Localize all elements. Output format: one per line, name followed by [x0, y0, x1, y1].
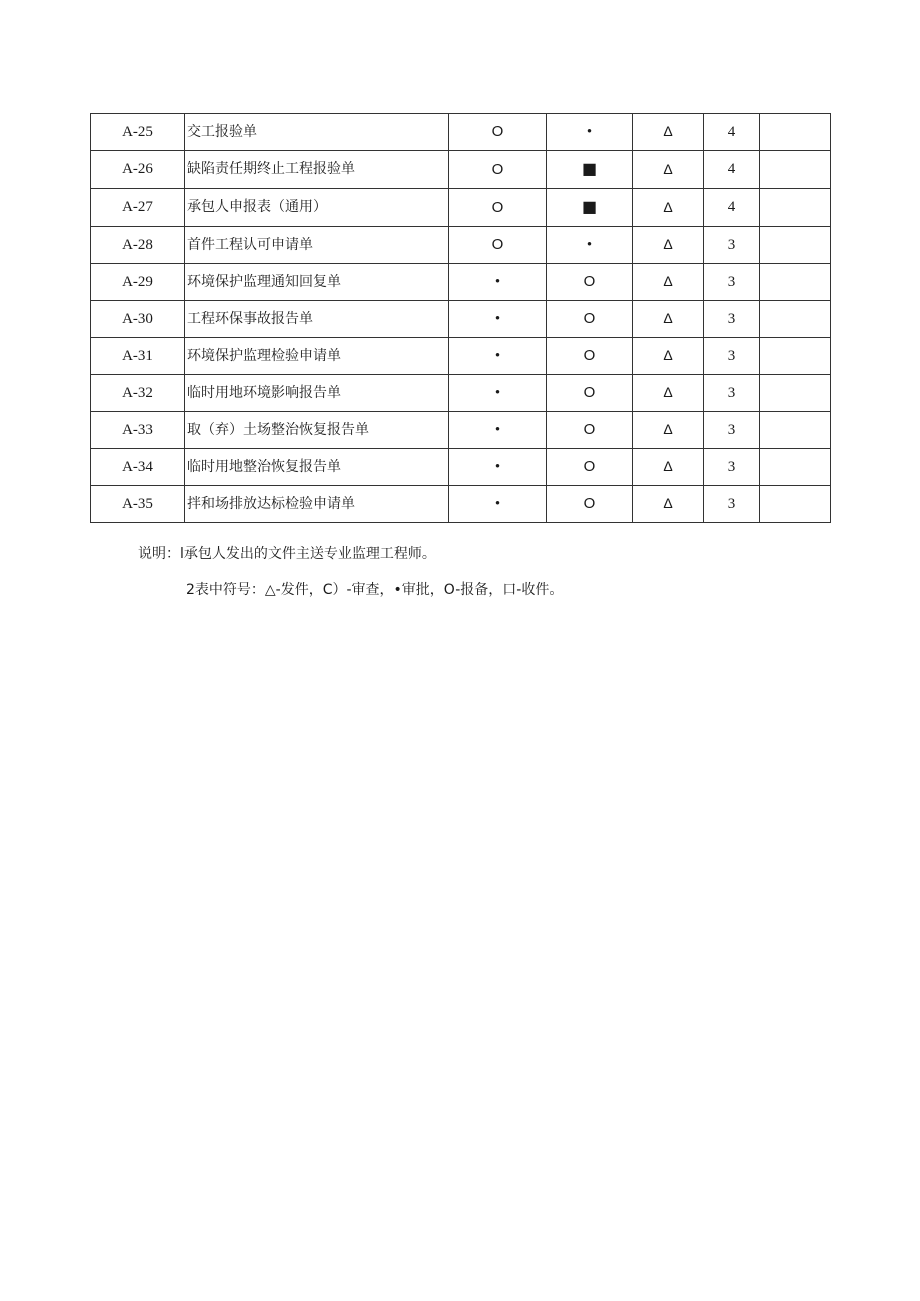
- cell-extra: [760, 449, 831, 486]
- cell-count: 4: [704, 114, 760, 151]
- cell-name: 缺陷责任期终止工程报验单: [185, 151, 449, 189]
- cell-code: A-31: [91, 338, 185, 375]
- cell-symbol-3: [633, 375, 704, 412]
- symbol-mark: O: [491, 198, 504, 216]
- cell-count: 4: [704, 189, 760, 227]
- cell-name: 交工报验单: [185, 114, 449, 151]
- cell-symbol-3: [633, 189, 704, 227]
- cell-code: A-33: [91, 412, 185, 449]
- cell-symbol-1: [449, 449, 547, 486]
- cell-name: 首件工程认可申请单: [185, 227, 449, 264]
- cell-extra: [760, 114, 831, 151]
- symbol-mark: O: [491, 236, 504, 253]
- symbol-mark: ■: [581, 159, 598, 178]
- cell-count: 3: [704, 338, 760, 375]
- table-row: [91, 189, 831, 227]
- table-row: [91, 486, 831, 523]
- cell-symbol-2: [547, 189, 633, 227]
- symbol-mark: •: [494, 458, 501, 475]
- cell-symbol-1: [449, 375, 547, 412]
- cell-extra: [760, 264, 831, 301]
- cell-extra: [760, 486, 831, 523]
- symbol-mark: •: [494, 273, 501, 290]
- document-table: [90, 113, 831, 523]
- symbol-mark: O: [583, 458, 596, 475]
- cell-name: 临时用地环境影响报告单: [185, 375, 449, 412]
- cell-extra: [760, 301, 831, 338]
- cell-symbol-3: [633, 449, 704, 486]
- notes-section: [138, 543, 563, 615]
- cell-extra: [760, 189, 831, 227]
- table-row: [91, 301, 831, 338]
- cell-symbol-1: [449, 264, 547, 301]
- cell-name: 临时用地整治恢复报告单: [185, 449, 449, 486]
- cell-code: A-32: [91, 375, 185, 412]
- cell-extra: [760, 375, 831, 412]
- symbol-mark: O: [583, 273, 596, 290]
- cell-count: 3: [704, 449, 760, 486]
- cell-name: 承包人申报表（通用）: [185, 189, 449, 227]
- cell-symbol-2: [547, 114, 633, 151]
- cell-symbol-2: [547, 301, 633, 338]
- symbol-mark: O: [583, 384, 596, 401]
- cell-symbol-3: [633, 301, 704, 338]
- cell-extra: [760, 412, 831, 449]
- symbol-mark: Δ: [663, 347, 673, 363]
- symbol-mark: •: [494, 421, 501, 438]
- table-row: [91, 375, 831, 412]
- symbol-mark: O: [491, 123, 504, 140]
- symbol-mark: O: [583, 347, 596, 364]
- cell-code: A-34: [91, 449, 185, 486]
- cell-name: 环境保护监理检验申请单: [185, 338, 449, 375]
- symbol-mark: Δ: [663, 273, 673, 289]
- cell-count: 3: [704, 227, 760, 264]
- cell-symbol-3: [633, 227, 704, 264]
- cell-count: 3: [704, 412, 760, 449]
- symbol-mark: Δ: [663, 123, 673, 139]
- cell-name: 拌和场排放达标检验申请单: [185, 486, 449, 523]
- table-row: [91, 338, 831, 375]
- table-body: [91, 114, 831, 523]
- cell-code: A-25: [91, 114, 185, 151]
- cell-symbol-3: [633, 412, 704, 449]
- symbol-mark: O: [491, 160, 504, 178]
- table-row: [91, 151, 831, 189]
- table-row: [91, 264, 831, 301]
- cell-symbol-2: [547, 486, 633, 523]
- cell-symbol-3: [633, 151, 704, 189]
- table-row: [91, 412, 831, 449]
- cell-code: A-35: [91, 486, 185, 523]
- cell-count: 3: [704, 301, 760, 338]
- symbol-mark: O: [583, 495, 596, 512]
- symbol-mark: Δ: [663, 310, 673, 326]
- cell-name: 工程环保事故报告单: [185, 301, 449, 338]
- symbol-mark: Δ: [663, 236, 673, 252]
- symbol-mark: •: [586, 236, 593, 253]
- cell-symbol-3: [633, 264, 704, 301]
- symbol-mark: Δ: [663, 458, 673, 474]
- cell-symbol-1: [449, 227, 547, 264]
- cell-extra: [760, 151, 831, 189]
- symbol-mark: Δ: [663, 384, 673, 400]
- table-row: [91, 114, 831, 151]
- symbol-mark: O: [583, 421, 596, 438]
- cell-code: A-28: [91, 227, 185, 264]
- cell-symbol-3: [633, 486, 704, 523]
- cell-symbol-2: [547, 375, 633, 412]
- cell-extra: [760, 338, 831, 375]
- cell-count: 3: [704, 486, 760, 523]
- note-line-1: 说明：l承包人发出的文件主送专业监理工程师。: [138, 546, 436, 562]
- cell-symbol-2: [547, 412, 633, 449]
- symbol-mark: •: [586, 123, 593, 140]
- symbol-mark: Δ: [663, 421, 673, 437]
- cell-code: A-27: [91, 189, 185, 227]
- cell-count: 3: [704, 375, 760, 412]
- cell-symbol-1: [449, 189, 547, 227]
- symbol-mark: •: [494, 384, 501, 401]
- symbol-mark: •: [494, 495, 501, 512]
- cell-symbol-2: [547, 151, 633, 189]
- cell-count: 3: [704, 264, 760, 301]
- symbol-mark: ■: [581, 197, 598, 216]
- cell-symbol-3: [633, 338, 704, 375]
- cell-symbol-1: [449, 301, 547, 338]
- symbol-mark: •: [494, 347, 501, 364]
- cell-symbol-1: [449, 486, 547, 523]
- cell-symbol-3: [633, 114, 704, 151]
- cell-extra: [760, 227, 831, 264]
- cell-name: 环境保护监理通知回复单: [185, 264, 449, 301]
- cell-symbol-1: [449, 412, 547, 449]
- cell-symbol-2: [547, 227, 633, 264]
- table-row: [91, 227, 831, 264]
- symbol-mark: O: [583, 310, 596, 327]
- cell-code: A-26: [91, 151, 185, 189]
- cell-count: 4: [704, 151, 760, 189]
- cell-code: A-30: [91, 301, 185, 338]
- cell-code: A-29: [91, 264, 185, 301]
- cell-symbol-1: [449, 151, 547, 189]
- symbol-mark: Δ: [663, 495, 673, 511]
- cell-symbol-2: [547, 338, 633, 375]
- note-line-2: 2表中符号：△-发件，C）-审查，•审批，O-报备，口-收件。: [186, 582, 564, 598]
- cell-symbol-1: [449, 114, 547, 151]
- cell-symbol-1: [449, 338, 547, 375]
- symbol-mark: •: [494, 310, 501, 327]
- symbol-mark: Δ: [663, 160, 673, 177]
- symbol-mark: Δ: [663, 198, 673, 215]
- cell-symbol-2: [547, 449, 633, 486]
- cell-name: 取（弃）土场整治恢复报告单: [185, 412, 449, 449]
- cell-symbol-2: [547, 264, 633, 301]
- table-row: [91, 449, 831, 486]
